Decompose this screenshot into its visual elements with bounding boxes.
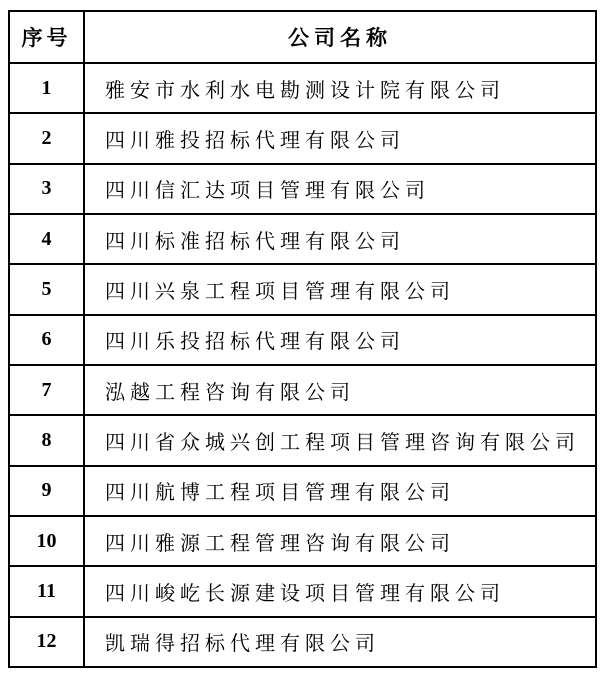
- serial-number-cell: 8: [9, 415, 84, 465]
- header-row: [9, 11, 596, 63]
- company-name-cell: 四川雅投招标代理有限公司: [84, 113, 596, 163]
- serial-number-cell: 10: [9, 516, 84, 566]
- company-name-cell: 四川雅源工程管理咨询有限公司: [84, 516, 596, 566]
- serial-number-cell: 12: [9, 617, 84, 667]
- table-row: [9, 415, 596, 465]
- table-row: [9, 214, 596, 264]
- table-row: [9, 516, 596, 566]
- serial-number-cell: 9: [9, 466, 84, 516]
- company-name-cell: 四川信汇达项目管理有限公司: [84, 164, 596, 214]
- table-row: [9, 113, 596, 163]
- serial-number-cell: 5: [9, 264, 84, 314]
- company-name-cell: 雅安市水利水电勘测设计院有限公司: [84, 63, 596, 113]
- company-name-cell: 四川兴泉工程项目管理有限公司: [84, 264, 596, 314]
- serial-number-cell: 3: [9, 164, 84, 214]
- serial-number-cell: 6: [9, 315, 84, 365]
- company-name-cell: 四川峻屹长源建设项目管理有限公司: [84, 566, 596, 616]
- serial-number-cell: 7: [9, 365, 84, 415]
- table-row: [9, 164, 596, 214]
- table-row: [9, 466, 596, 516]
- company-name-cell: 四川航博工程项目管理有限公司: [84, 466, 596, 516]
- company-name-cell: 凯瑞得招标代理有限公司: [84, 617, 596, 667]
- table-row: [9, 63, 596, 113]
- header-cell-serial-number: 序号: [9, 11, 84, 63]
- table-row: [9, 315, 596, 365]
- serial-number-cell: 1: [9, 63, 84, 113]
- company-name-cell: 泓越工程咨询有限公司: [84, 365, 596, 415]
- header-cell-company-name: 公司名称: [84, 11, 596, 63]
- serial-number-cell: 4: [9, 214, 84, 264]
- table-row: [9, 617, 596, 667]
- serial-number-cell: 11: [9, 566, 84, 616]
- company-name-cell: 四川省众城兴创工程项目管理咨询有限公司: [84, 415, 596, 465]
- serial-number-cell: 2: [9, 113, 84, 163]
- company-table: [8, 10, 597, 668]
- company-name-cell: 四川标准招标代理有限公司: [84, 214, 596, 264]
- company-name-cell: 四川乐投招标代理有限公司: [84, 315, 596, 365]
- table-row: [9, 264, 596, 314]
- table-row: [9, 365, 596, 415]
- table-row: [9, 566, 596, 616]
